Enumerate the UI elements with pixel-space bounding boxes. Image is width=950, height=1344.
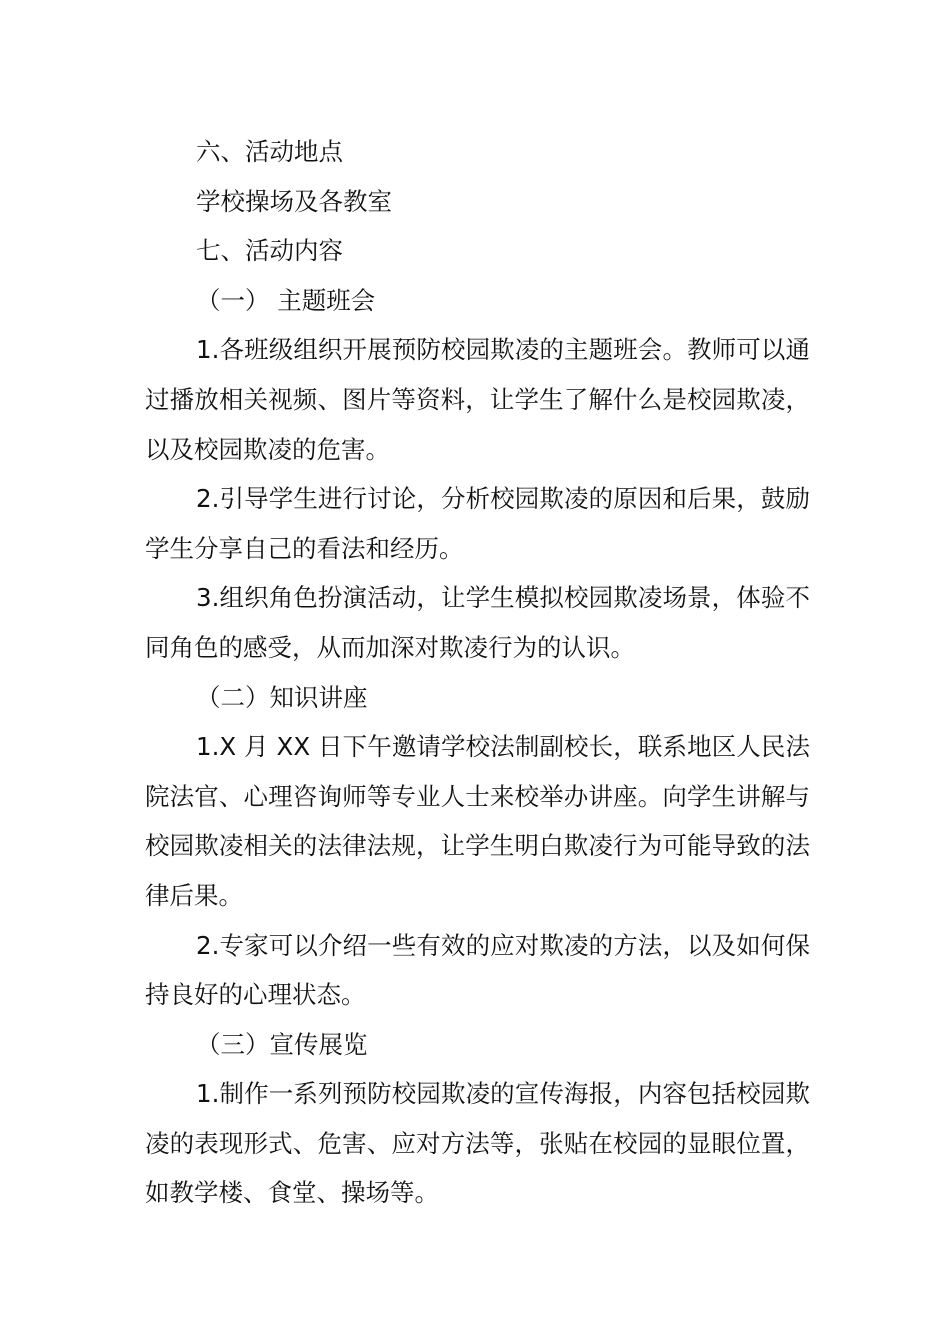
- part-2-item-2: 2.专家可以介绍一些有效的应对欺凌的方法，以及如何保持良好的心理状态。: [145, 930, 810, 1010]
- section-6-location-text: 学校操场及各教室: [196, 186, 392, 216]
- part-1-item-2: 2.引导学生进行讨论，分析校园欺凌的原因和后果，鼓励学生分享自己的看法和经历。: [145, 484, 810, 563]
- part-1-item-1: 1.各班级组织开展预防校园欺凌的主题班会。教师可以通过播放相关视频、图片等资料，让学生了解什么是校园欺凌，以及校园欺凌的危害。: [145, 335, 810, 464]
- part-2-heading: （二）知识讲座: [196, 682, 368, 712]
- part-2-item-1: 1.X 月 XX 日下午邀请学校法制副校长，联系地区人民法院法官、心理咨询师等专业人士来校举办讲座。向学生讲解与校园欺凌相关的法律法规，让学生明白欺凌行为可能导致的法律后果。: [145, 732, 810, 910]
- document-body: [145, 127, 810, 1218]
- part-1-heading: （一） 主题班会: [196, 285, 376, 315]
- section-7-heading: 七、活动内容: [196, 236, 343, 266]
- part-3-heading: （三）宣传展览: [196, 1029, 368, 1059]
- part-3-item-1: 1.制作一系列预防校园欺凌的宣传海报，内容包括校园欺凌的表现形式、危害、应对方法等，张贴在校园的显眼位置，如教学楼、食堂、操场等。: [145, 1079, 810, 1208]
- section-6-heading: 六、活动地点: [196, 137, 343, 166]
- part-1-item-3: 3.组织角色扮演活动，让学生模拟校园欺凌场景，体验不同角色的感受，从而加深对欺凌行为的认识。: [145, 583, 810, 662]
